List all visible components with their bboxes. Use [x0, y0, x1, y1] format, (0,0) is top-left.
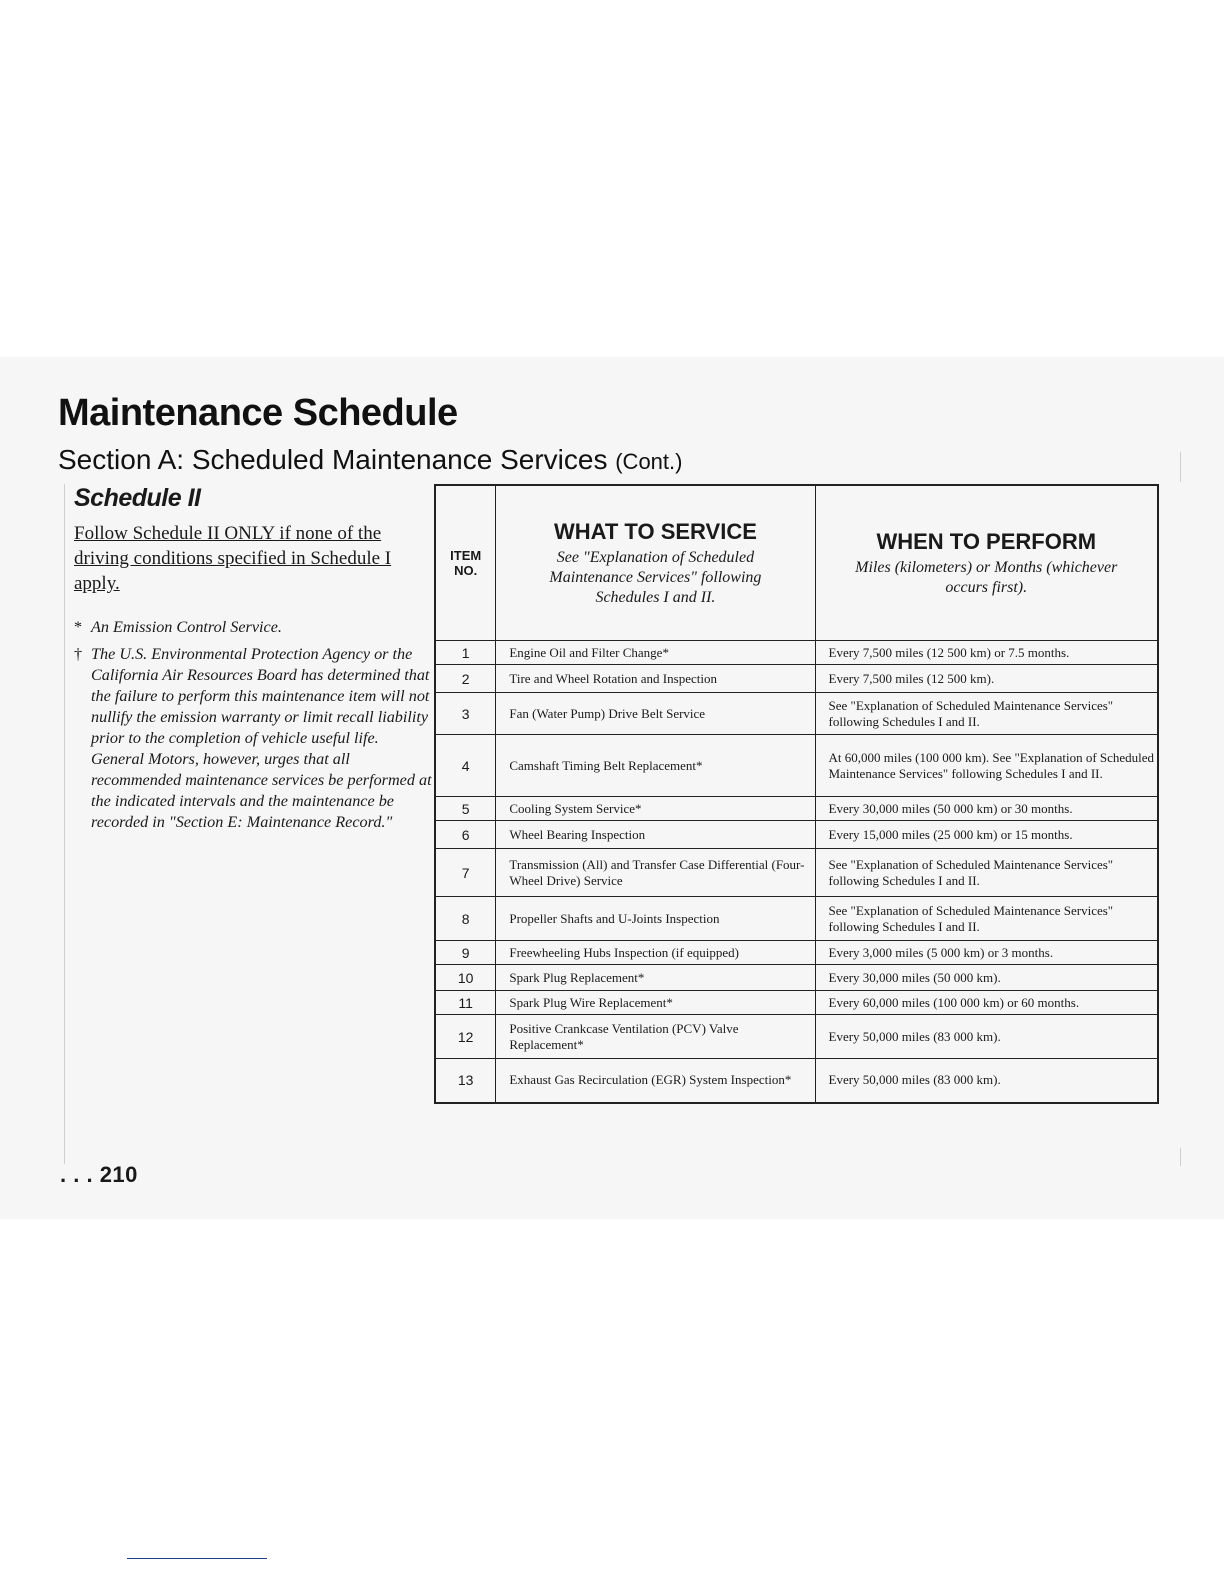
schedule-intro: Follow Schedule II ONLY if none of the driving conditions specified in Schedule I apply.	[74, 523, 392, 594]
footnotes	[74, 617, 434, 839]
service-interval: Every 30,000 miles (50 000 km).	[815, 965, 1158, 991]
item-number: 8	[435, 897, 496, 941]
service-interval: See "Explanation of Scheduled Maintenance Services" following Schedules I and II.	[815, 897, 1158, 941]
item-number: 1	[435, 641, 496, 665]
item-number: 2	[435, 665, 496, 693]
item-number: 10	[435, 965, 496, 991]
header-when-to-perform	[815, 485, 1158, 641]
header-what-to-service	[496, 485, 815, 641]
margin-rule-right	[1180, 452, 1181, 482]
header-item-line2: NO.	[454, 563, 478, 578]
header-item-line1: ITEM	[450, 548, 482, 563]
footnote-warranty	[74, 644, 434, 833]
table-row	[435, 897, 1158, 941]
table-row	[435, 849, 1158, 897]
section-title: Section A: Scheduled Maintenance Services	[58, 444, 608, 475]
footnote-symbol: *	[74, 618, 83, 636]
service-item: Cooling System Service*	[496, 797, 815, 821]
item-number: 13	[435, 1059, 496, 1103]
table-row	[435, 941, 1158, 965]
service-item: Positive Crankcase Ventilation (PCV) Valve Replacement*	[496, 1015, 815, 1059]
bottom-rule	[127, 1558, 267, 1559]
item-number: 5	[435, 797, 496, 821]
margin-rule-right-bottom	[1180, 1148, 1181, 1166]
section-heading	[58, 444, 682, 476]
service-interval: Every 7,500 miles (12 500 km).	[815, 665, 1158, 693]
table-row	[435, 693, 1158, 735]
item-number: 12	[435, 1015, 496, 1059]
maintenance-table	[434, 484, 1159, 1104]
header-when-title: WHEN TO PERFORM	[876, 529, 1097, 554]
header-what-title: WHAT TO SERVICE	[553, 519, 757, 544]
schedule-title: Schedule II	[74, 484, 201, 512]
service-item: Propeller Shafts and U-Joints Inspection	[496, 897, 815, 941]
page-number-value: 210	[99, 1162, 138, 1187]
table-row	[435, 991, 1158, 1015]
item-number: 3	[435, 693, 496, 735]
service-item: Spark Plug Wire Replacement*	[496, 991, 815, 1015]
table-row	[435, 797, 1158, 821]
service-item: Exhaust Gas Recirculation (EGR) System Inspection*	[496, 1059, 815, 1103]
item-number: 7	[435, 849, 496, 897]
service-interval: See "Explanation of Scheduled Maintenance Services" following Schedules I and II.	[815, 849, 1158, 897]
service-interval: Every 50,000 miles (83 000 km).	[815, 1059, 1158, 1103]
service-interval: Every 60,000 miles (100 000 km) or 60 months.	[815, 991, 1158, 1015]
page-number-prefix: . . .	[60, 1162, 100, 1187]
service-item: Tire and Wheel Rotation and Inspection	[496, 665, 815, 693]
table-row	[435, 821, 1158, 849]
margin-rule-left	[64, 484, 65, 1164]
service-interval: Every 3,000 miles (5 000 km) or 3 months.	[815, 941, 1158, 965]
section-cont: (Cont.)	[615, 449, 683, 474]
service-interval: See "Explanation of Scheduled Maintenance Services" following Schedules I and II.	[815, 693, 1158, 735]
header-item-no	[435, 485, 496, 641]
header-what-subtitle: See "Explanation of Scheduled Maintenance Services" following Schedules I and II.	[549, 549, 762, 606]
service-interval: Every 50,000 miles (83 000 km).	[815, 1015, 1158, 1059]
service-item: Transmission (All) and Transfer Case Differential (Four-Wheel Drive) Service	[496, 849, 815, 897]
table-row	[435, 965, 1158, 991]
service-item: Spark Plug Replacement*	[496, 965, 815, 991]
service-interval: Every 30,000 miles (50 000 km) or 30 months.	[815, 797, 1158, 821]
header-when-subtitle: Miles (kilometers) or Months (whichever occurs first).	[855, 559, 1118, 596]
page-number	[60, 1162, 138, 1188]
service-item: Engine Oil and Filter Change*	[496, 641, 815, 665]
table-row	[435, 735, 1158, 797]
table-row	[435, 665, 1158, 693]
footnote-text: An Emission Control Service.	[91, 618, 282, 636]
service-interval: At 60,000 miles (100 000 km). See "Explanation of Scheduled Maintenance Services" following Schedules I and II.	[815, 735, 1158, 797]
item-number: 9	[435, 941, 496, 965]
table-header-row	[435, 485, 1158, 641]
item-number: 11	[435, 991, 496, 1015]
footnote-emission	[74, 617, 434, 638]
table-row	[435, 641, 1158, 665]
page-title: Maintenance Schedule	[58, 392, 458, 434]
table-row	[435, 1059, 1158, 1103]
service-item: Fan (Water Pump) Drive Belt Service	[496, 693, 815, 735]
footnote-text: The U.S. Environmental Protection Agency or the California Air Resources Board has determined that the failure to perform this maintenance item will not nullify the emission warranty or limit recall liability prior to the completion of vehicle useful life. General Motors, however, urges that all recommended maintenance services be performed at the indicated intervals and the maintenance be recorded in "Section E: Maintenance Record."	[91, 645, 432, 831]
service-interval: Every 15,000 miles (25 000 km) or 15 months.	[815, 821, 1158, 849]
table-row	[435, 1015, 1158, 1059]
footnote-symbol: †	[74, 645, 83, 663]
service-interval: Every 7,500 miles (12 500 km) or 7.5 months.	[815, 641, 1158, 665]
service-item: Freewheeling Hubs Inspection (if equipped)	[496, 941, 815, 965]
service-item: Camshaft Timing Belt Replacement*	[496, 735, 815, 797]
service-item: Wheel Bearing Inspection	[496, 821, 815, 849]
item-number: 4	[435, 735, 496, 797]
item-number: 6	[435, 821, 496, 849]
